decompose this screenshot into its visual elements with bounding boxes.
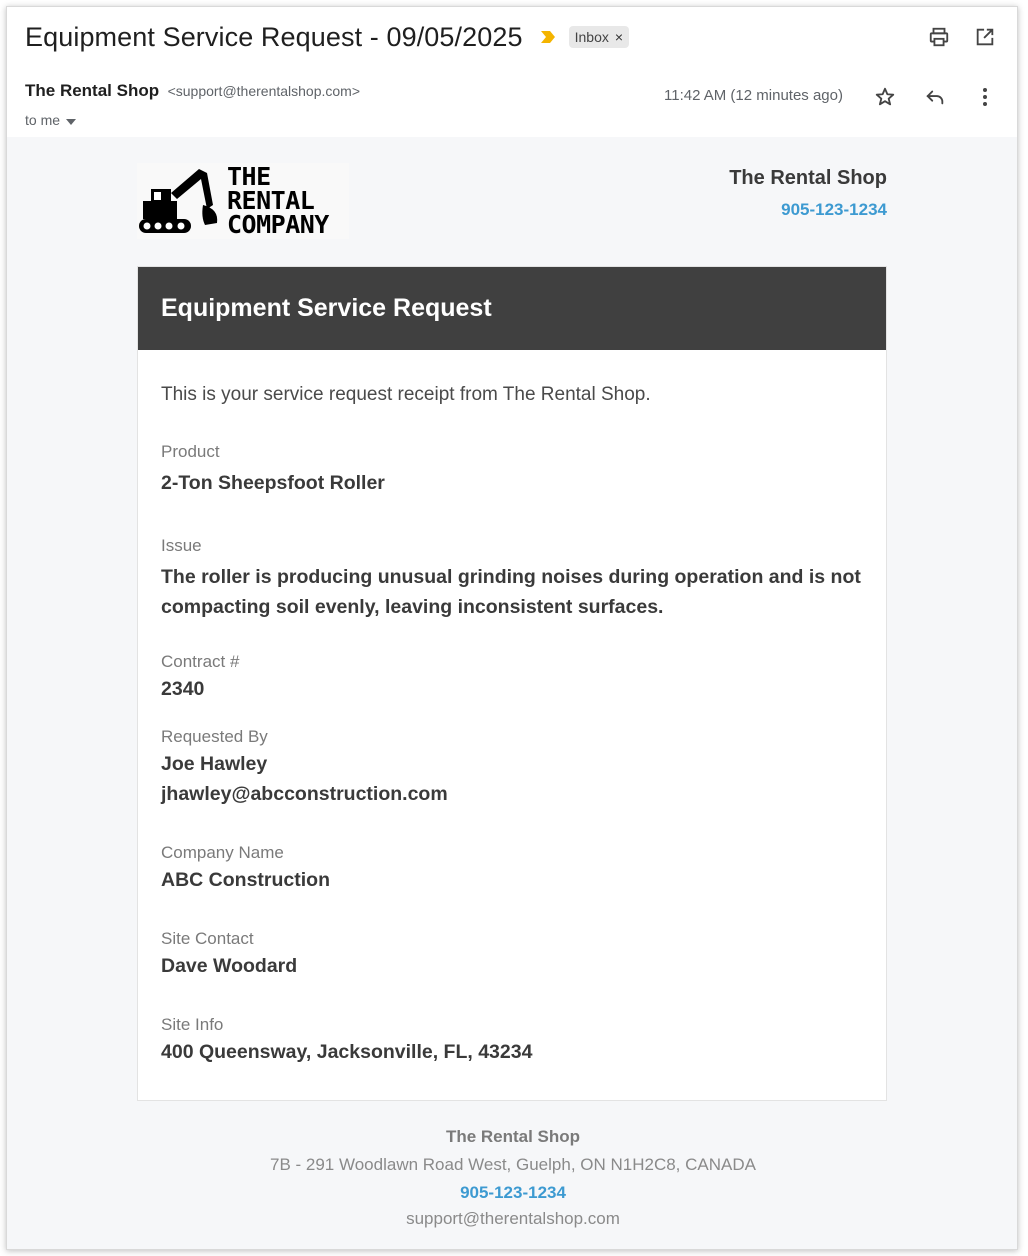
logo-line-1: THE — [227, 162, 271, 191]
email-footer — [7, 1127, 1018, 1229]
importance-marker-icon[interactable] — [539, 29, 557, 45]
more-vertical-icon[interactable] — [973, 85, 997, 109]
shop-info-header — [729, 167, 887, 220]
top-actions — [927, 25, 997, 49]
footer-address: 7B - 291 Woodlawn Road West, Guelph, ON N1H2C8, CANADA — [270, 1155, 756, 1174]
sender-row — [25, 81, 997, 129]
product-field — [161, 442, 863, 498]
site-contact-label: Site Contact — [161, 929, 254, 948]
site-info-label: Site Info — [161, 1015, 224, 1034]
company-field — [161, 843, 863, 895]
card-header — [138, 267, 886, 350]
product-value: 2-Ton Sheepsfoot Roller — [161, 472, 385, 494]
issue-field — [161, 536, 863, 622]
logo-text — [227, 162, 329, 239]
to-me-text: to me — [25, 112, 61, 128]
requested-by-field — [161, 727, 863, 809]
remove-label-icon[interactable]: × — [614, 29, 624, 45]
excavator-icon — [137, 165, 221, 237]
shop-name: The Rental Shop — [729, 167, 887, 189]
shop-phone-link[interactable]: 905-123-1234 — [781, 200, 887, 219]
email-window — [6, 6, 1018, 1250]
site-contact-value: Dave Woodard — [161, 955, 298, 977]
star-icon[interactable] — [873, 85, 897, 109]
dropdown-arrow-icon — [66, 112, 76, 128]
issue-value: The roller is producing unusual grinding noises during operation and is not compacting soil evenly, leaving inconsistent surfaces. — [161, 566, 861, 618]
footer-email-link[interactable]: support@therentalshop.com — [406, 1209, 620, 1228]
requested-by-email: jhawley@abcconstruction.com — [161, 783, 448, 805]
sender-name: The Rental Shop — [25, 81, 160, 100]
contract-field — [161, 652, 863, 704]
site-info-field — [161, 1015, 863, 1067]
company-value: ABC Construction — [161, 869, 330, 891]
footer-phone-link[interactable]: 905-123-1234 — [460, 1183, 566, 1202]
requested-by-name: Joe Hawley — [161, 753, 268, 775]
inbox-label-chip — [569, 26, 629, 48]
logo-line-2: RENTAL — [227, 186, 315, 215]
product-label: Product — [161, 442, 220, 461]
open-in-new-window-icon[interactable] — [973, 25, 997, 49]
intro-text: This is your service request receipt from The Rental Shop. — [161, 384, 651, 405]
footer-shop-name: The Rental Shop — [445, 1127, 581, 1146]
card-content — [138, 384, 886, 406]
contract-value: 2340 — [161, 678, 205, 700]
site-info-value: 400 Queensway, Jacksonville, FL, 43234 — [161, 1041, 533, 1063]
issue-label: Issue — [161, 536, 202, 555]
company-label: Company Name — [161, 843, 284, 862]
rental-company-logo — [137, 163, 349, 239]
email-body — [7, 137, 1018, 1250]
inbox-label-text: Inbox — [574, 29, 609, 45]
email-timestamp: 11:42 AM (12 minutes ago) — [664, 87, 843, 104]
card-title: Equipment Service Request — [161, 294, 492, 322]
print-icon[interactable] — [927, 25, 951, 49]
requested-by-label: Requested By — [161, 727, 268, 746]
reply-icon[interactable] — [923, 85, 947, 109]
service-request-card — [137, 266, 887, 1101]
sender-email: <support@therentalshop.com> — [167, 83, 361, 99]
contract-label: Contract # — [161, 652, 240, 671]
logo-line-3: COMPANY — [227, 210, 329, 239]
sender-actions — [873, 85, 997, 109]
recipient-details-toggle[interactable] — [25, 112, 76, 128]
site-contact-field — [161, 929, 863, 981]
email-subject: Equipment Service Request - 09/05/2025 — [25, 21, 523, 52]
subject-row — [25, 21, 629, 53]
